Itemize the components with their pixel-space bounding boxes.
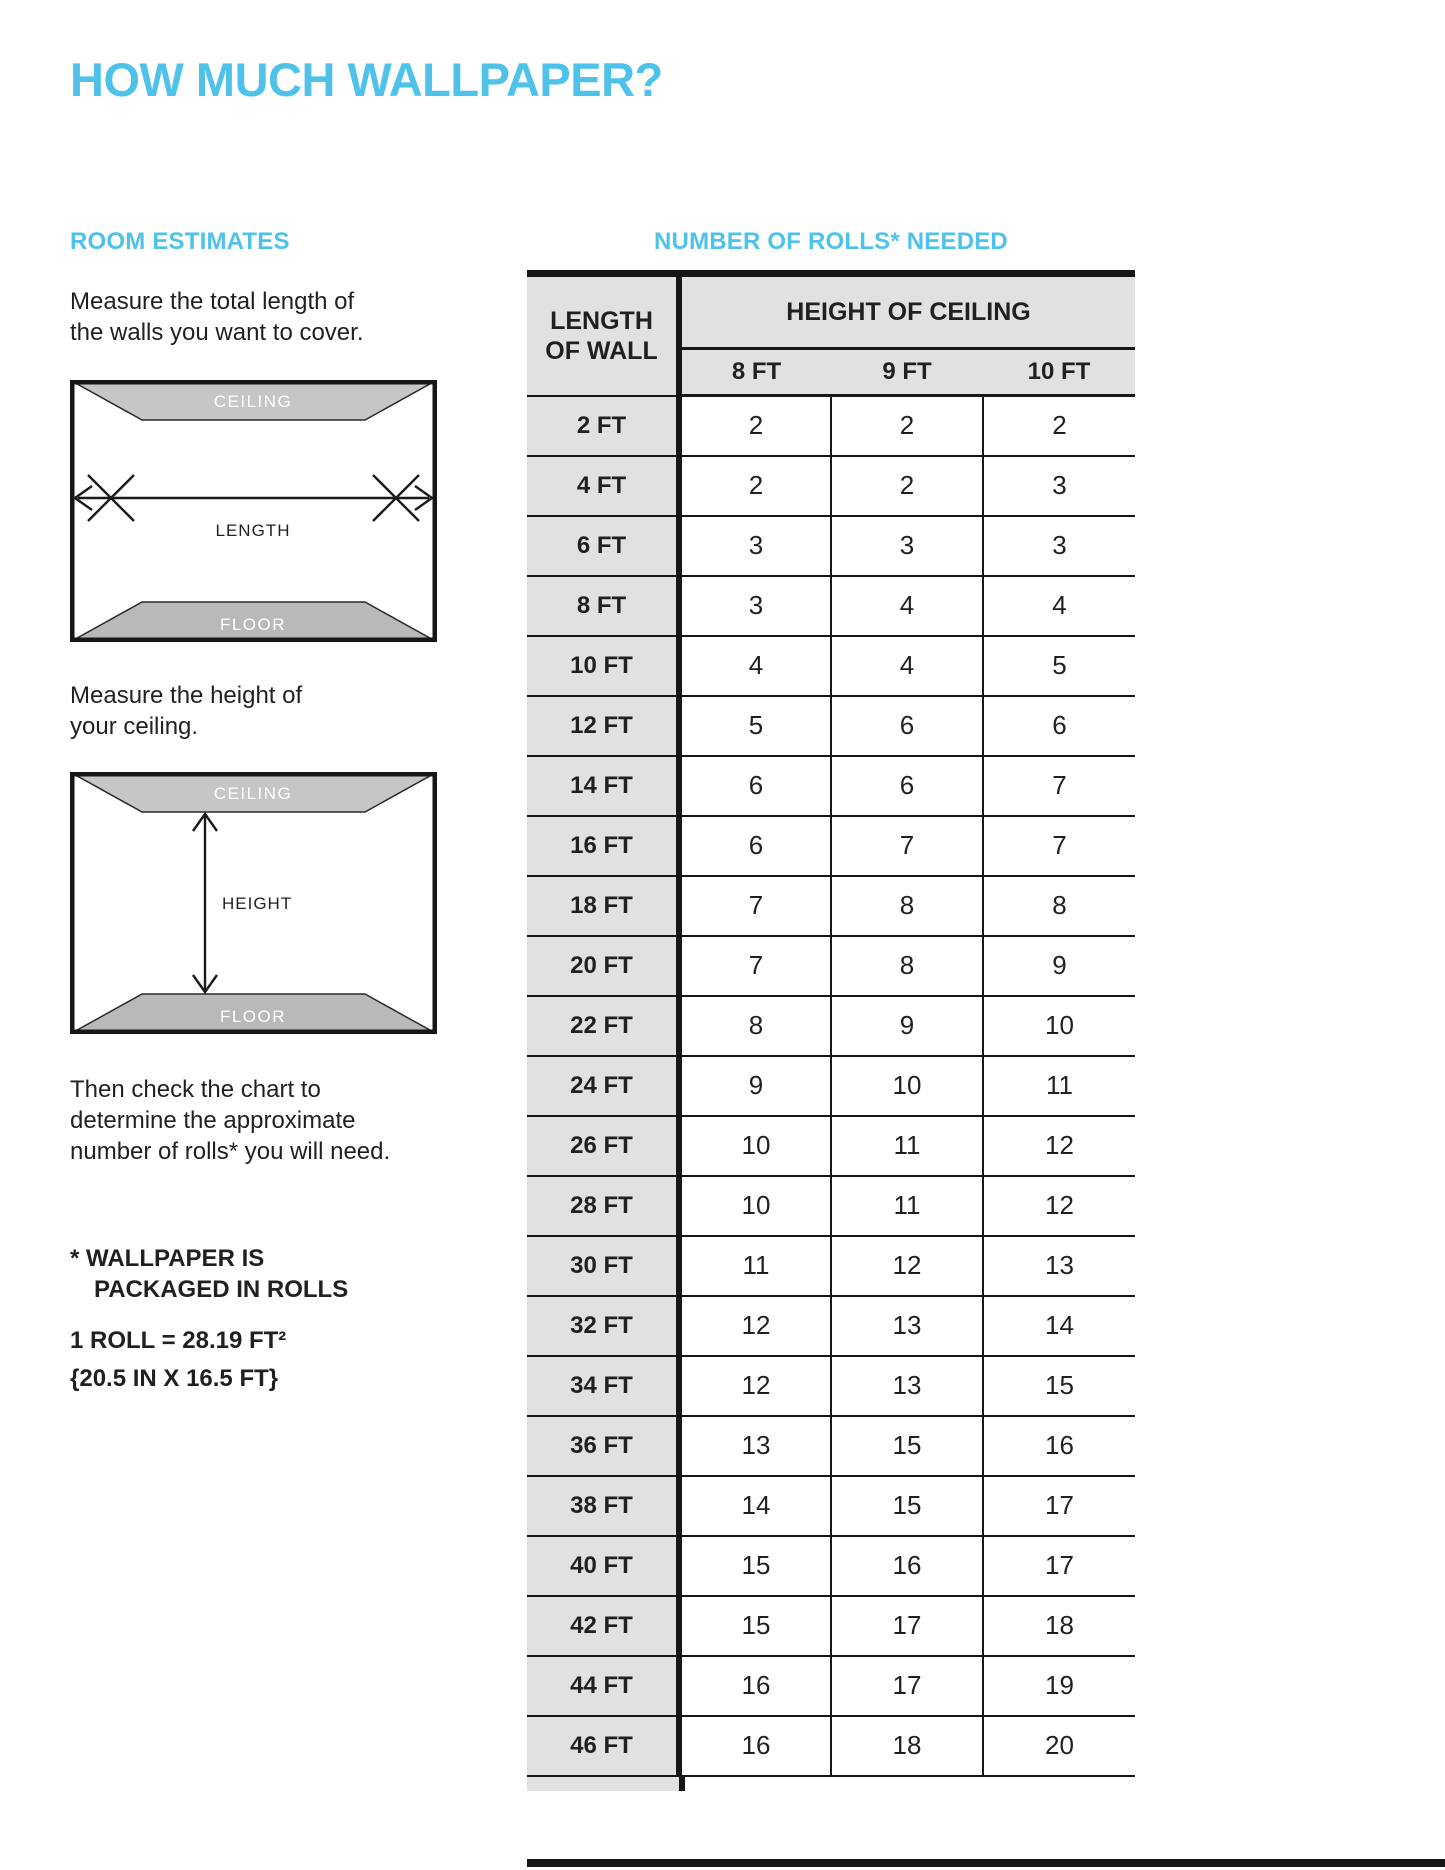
rolls-value-cell: 3 — [679, 576, 831, 636]
rolls-table — [527, 270, 1135, 1777]
rolls-value-cell: 16 — [679, 1656, 831, 1716]
wall-length-cell: 16 FT — [527, 816, 679, 876]
ceiling-label: CEILING — [213, 392, 293, 411]
table-row — [527, 1416, 1135, 1476]
rolls-value-cell: 15 — [679, 1536, 831, 1596]
table-row — [527, 1656, 1135, 1716]
rolls-value-cell: 3 — [983, 516, 1135, 576]
rolls-value-cell: 7 — [679, 936, 831, 996]
wall-length-cell: 2 FT — [527, 396, 679, 456]
rolls-value-cell: 4 — [831, 576, 983, 636]
rolls-value-cell: 17 — [831, 1656, 983, 1716]
rolls-value-cell: 12 — [983, 1116, 1135, 1176]
rolls-value-cell: 3 — [983, 456, 1135, 516]
table-row — [527, 1476, 1135, 1536]
rolls-value-cell: 6 — [983, 696, 1135, 756]
rolls-value-cell: 15 — [679, 1596, 831, 1656]
table-row — [527, 1056, 1135, 1116]
wall-length-cell: 22 FT — [527, 996, 679, 1056]
table-row — [527, 576, 1135, 636]
rolls-value-cell: 16 — [679, 1716, 831, 1776]
floor-label: FLOOR — [219, 1007, 287, 1026]
rolls-value-cell: 2 — [983, 396, 1135, 456]
rolls-value-cell: 6 — [831, 756, 983, 816]
wall-length-cell: 26 FT — [527, 1116, 679, 1176]
rolls-value-cell: 12 — [679, 1296, 831, 1356]
footer-rule — [527, 1859, 1445, 1867]
rolls-value-cell: 4 — [831, 636, 983, 696]
rolls-value-cell: 12 — [831, 1236, 983, 1296]
table-row — [527, 936, 1135, 996]
rolls-value-cell: 4 — [983, 576, 1135, 636]
table-row — [527, 1116, 1135, 1176]
wall-length-cell: 34 FT — [527, 1356, 679, 1416]
wall-length-cell: 14 FT — [527, 756, 679, 816]
rolls-value-cell: 7 — [679, 876, 831, 936]
rolls-value-cell: 2 — [831, 456, 983, 516]
instruction-measure-length: Measure the total length of the walls you want to cover. — [70, 288, 364, 346]
wall-length-cell: 4 FT — [527, 456, 679, 516]
table-row — [527, 516, 1135, 576]
rolls-value-cell: 7 — [983, 756, 1135, 816]
page-title: HOW MUCH WALLPAPER? — [70, 53, 663, 106]
wall-length-cell: 38 FT — [527, 1476, 679, 1536]
table-row — [527, 1236, 1135, 1296]
rolls-value-cell: 8 — [679, 996, 831, 1056]
rolls-value-cell: 7 — [983, 816, 1135, 876]
rolls-value-cell: 17 — [831, 1596, 983, 1656]
wall-length-cell: 10 FT — [527, 636, 679, 696]
wall-length-cell: 28 FT — [527, 1176, 679, 1236]
rolls-value-cell: 11 — [983, 1056, 1135, 1116]
rolls-value-cell: 13 — [831, 1356, 983, 1416]
table-row — [527, 1596, 1135, 1656]
rolls-table-container — [527, 270, 1135, 1791]
rolls-value-cell: 10 — [679, 1176, 831, 1236]
rolls-value-cell: 12 — [679, 1356, 831, 1416]
wall-length-cell: 18 FT — [527, 876, 679, 936]
rolls-value-cell: 17 — [983, 1536, 1135, 1596]
roll-dimensions-line: {20.5 IN X 16.5 FT} — [70, 1365, 279, 1392]
rolls-value-cell: 13 — [983, 1236, 1135, 1296]
wall-length-cell: 40 FT — [527, 1536, 679, 1596]
rolls-value-cell: 20 — [983, 1716, 1135, 1776]
room-estimates-heading: ROOM ESTIMATES — [70, 228, 290, 255]
rolls-value-cell: 11 — [831, 1116, 983, 1176]
rolls-value-cell: 15 — [983, 1356, 1135, 1416]
length-measure-label: LENGTH — [215, 521, 291, 540]
table-row — [527, 1296, 1135, 1356]
rolls-value-cell: 13 — [679, 1416, 831, 1476]
rolls-value-cell: 8 — [831, 936, 983, 996]
wall-length-cell: 6 FT — [527, 516, 679, 576]
wall-length-cell: 42 FT — [527, 1596, 679, 1656]
rolls-value-cell: 11 — [679, 1236, 831, 1296]
rolls-value-cell: 7 — [831, 816, 983, 876]
rolls-value-cell: 9 — [831, 996, 983, 1056]
rolls-value-cell: 14 — [983, 1296, 1135, 1356]
height-measure-label: HEIGHT — [222, 894, 293, 913]
rolls-value-cell: 16 — [831, 1536, 983, 1596]
table-row — [527, 1176, 1135, 1236]
rolls-value-cell: 9 — [983, 936, 1135, 996]
instruction-measure-height: Measure the height of your ceiling. — [70, 682, 303, 740]
table-row — [527, 456, 1135, 516]
rolls-value-cell: 11 — [831, 1176, 983, 1236]
table-header-row — [527, 274, 1135, 349]
table-row — [527, 1716, 1135, 1776]
height-of-ceiling-header: HEIGHT OF CEILING — [679, 274, 1135, 349]
rolls-value-cell: 6 — [679, 756, 831, 816]
rolls-value-cell: 17 — [983, 1476, 1135, 1536]
rolls-value-cell: 10 — [983, 996, 1135, 1056]
rolls-value-cell: 6 — [679, 816, 831, 876]
column-header-9ft: 9 FT — [831, 349, 983, 396]
table-row — [527, 396, 1135, 456]
length-diagram — [70, 380, 437, 642]
rolls-value-cell: 5 — [983, 636, 1135, 696]
table-row — [527, 636, 1135, 696]
rolls-value-cell: 8 — [983, 876, 1135, 936]
rolls-value-cell: 5 — [679, 696, 831, 756]
rolls-value-cell: 9 — [679, 1056, 831, 1116]
table-row — [527, 996, 1135, 1056]
rolls-value-cell: 12 — [983, 1176, 1135, 1236]
wall-length-cell: 44 FT — [527, 1656, 679, 1716]
footnote-line-1: * WALLPAPER IS — [70, 1245, 265, 1272]
rolls-value-cell: 19 — [983, 1656, 1135, 1716]
column-header-10ft: 10 FT — [983, 349, 1135, 396]
table-row — [527, 1536, 1135, 1596]
footnote-line-2: PACKAGED IN ROLLS — [94, 1276, 349, 1303]
wall-length-cell: 20 FT — [527, 936, 679, 996]
table-bottom-stub — [527, 1777, 685, 1791]
rolls-value-cell: 8 — [831, 876, 983, 936]
rolls-table-body — [527, 396, 1135, 1776]
table-row — [527, 756, 1135, 816]
wall-length-cell: 8 FT — [527, 576, 679, 636]
rolls-value-cell: 3 — [679, 516, 831, 576]
rolls-value-cell: 13 — [831, 1296, 983, 1356]
rolls-value-cell: 6 — [831, 696, 983, 756]
wallpaper-footnote — [70, 1243, 348, 1305]
wall-length-cell: 36 FT — [527, 1416, 679, 1476]
rolls-value-cell: 3 — [831, 516, 983, 576]
roll-area-line: 1 ROLL = 28.19 FT² — [70, 1327, 287, 1354]
floor-label: FLOOR — [219, 615, 287, 634]
rolls-value-cell: 18 — [831, 1716, 983, 1776]
wall-length-cell: 24 FT — [527, 1056, 679, 1116]
roll-spec — [70, 1322, 286, 1398]
wall-length-cell: 32 FT — [527, 1296, 679, 1356]
rolls-value-cell: 4 — [679, 636, 831, 696]
table-row — [527, 816, 1135, 876]
rolls-value-cell: 10 — [679, 1116, 831, 1176]
wall-length-cell: 46 FT — [527, 1716, 679, 1776]
rolls-value-cell: 15 — [831, 1476, 983, 1536]
rolls-value-cell: 16 — [983, 1416, 1135, 1476]
height-diagram — [70, 772, 437, 1034]
wall-length-cell: 30 FT — [527, 1236, 679, 1296]
instruction-check-chart: Then check the chart to determine the approximate number of rolls* you will need. — [70, 1076, 391, 1165]
length-of-wall-header: LENGTH OF WALL — [527, 274, 679, 396]
rolls-value-cell: 14 — [679, 1476, 831, 1536]
rolls-value-cell: 15 — [831, 1416, 983, 1476]
ceiling-label: CEILING — [213, 784, 293, 803]
rolls-value-cell: 2 — [831, 396, 983, 456]
rolls-value-cell: 18 — [983, 1596, 1135, 1656]
column-header-8ft: 8 FT — [679, 349, 831, 396]
table-row — [527, 876, 1135, 936]
rolls-value-cell: 2 — [679, 396, 831, 456]
table-row — [527, 696, 1135, 756]
rolls-value-cell: 10 — [831, 1056, 983, 1116]
rolls-value-cell: 2 — [679, 456, 831, 516]
rolls-needed-heading: NUMBER OF ROLLS* NEEDED — [654, 228, 1008, 255]
wall-length-cell: 12 FT — [527, 696, 679, 756]
table-row — [527, 1356, 1135, 1416]
